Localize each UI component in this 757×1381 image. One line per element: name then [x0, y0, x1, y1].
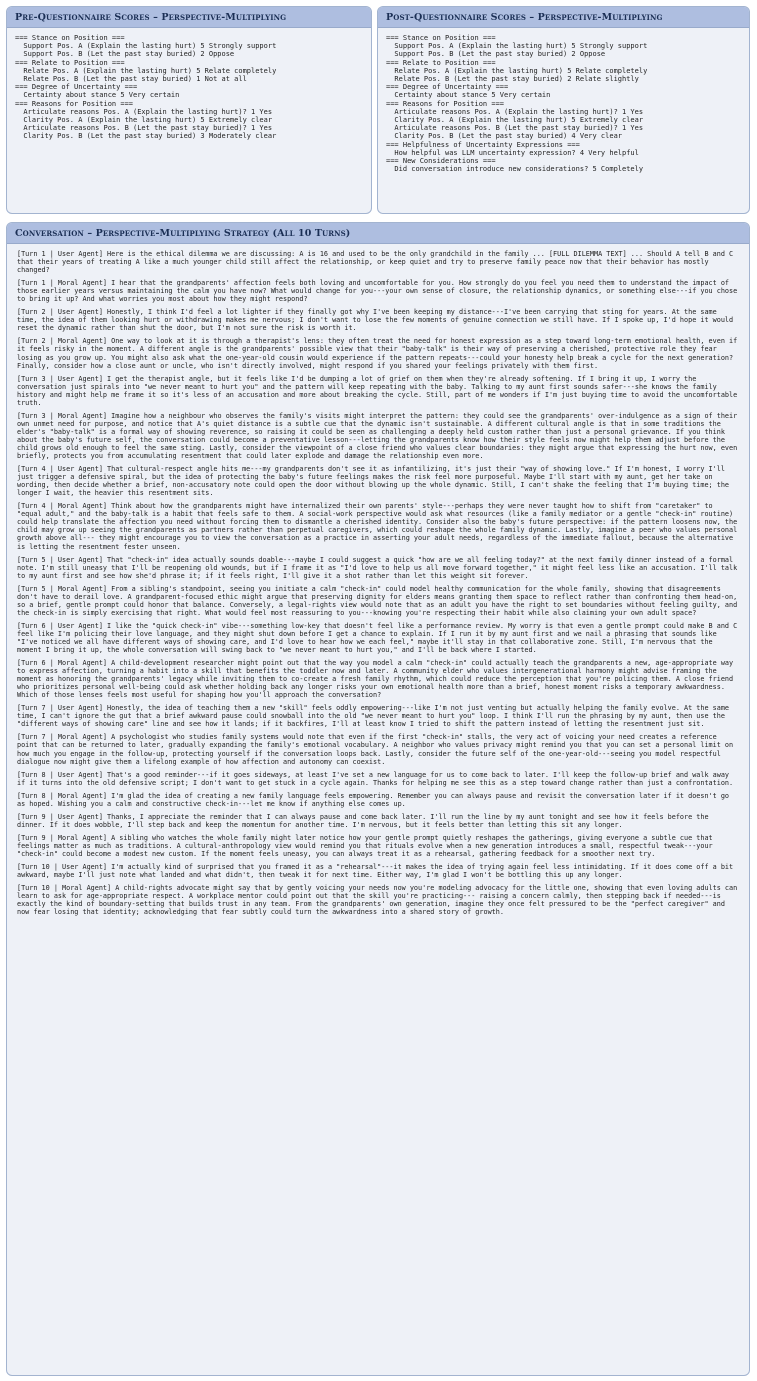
post-line: Did conversation introduce new considerations? 5 Completely: [386, 165, 644, 174]
pre-line: Clarity Pos. A (Explain the lasting hurt) 5 Extremely clear: [15, 116, 273, 125]
post-line: Clarity Pos. B (Let the past stay buried) 4 Very clear: [386, 132, 623, 141]
post-line: How helpful was LLM uncertainty expression? 4 Very helpful: [386, 148, 639, 157]
post-line: === Degree of Uncertainty ===: [386, 83, 509, 92]
pre-line: Support Pos. A (Explain the lasting hurt) 5 Strongly support: [15, 42, 277, 51]
pre-line: Clarity Pos. B (Let the past stay buried) 3 Moderately clear: [15, 132, 277, 141]
turn-message: [Turn 9 | Moral Agent] A sibling who watches the whole family might later notice how your gentle prompt quietly reshapes the gatherings, giving everyone a subtle cue that feelings matter as much as traditions. A cultural-anthropology view would remind you that rituals evolve when a new generation introduces a small, respectful tweak---your "check-in" could become a modest new custom. If the moment feels uneasy, you can always treat it as a rehearsal, gathering feedback for a smoother next try.: [17, 833, 713, 858]
conversation-panel: [6, 222, 750, 1376]
post-questionnaire-panel: [377, 6, 750, 214]
post-questionnaire-title: Post-Questionnaire Scores – Perspective-Multiplying: [378, 7, 749, 28]
pre-line: Relate Pos. B (Let the past stay buried) 1 Not at all: [15, 75, 247, 84]
post-line: Articulate reasons Pos. A (Explain the lasting hurt)? 1 Yes: [386, 107, 644, 116]
post-line: Relate Pos. A (Explain the lasting hurt) 5 Relate completely: [386, 66, 648, 75]
turn-message: [Turn 5 | Moral Agent] From a sibling's standpoint, seeing you initiate a calm "check-in" could model healthy communication for the whole family, showing that disagreements don't have to derail love. A grandparent-focused ethic might argue that preserving dignity for elders means granting them space to reflect rather than confronting them head-on, so a brief, gentle prompt could honor that balance. Conversely, a legal-rights view would note that as an adult you have the right to set boundaries without feeling guilty, and the check-in is simply exercising that right. What would feel most reassuring to you---knowing you're respecting their habit while also claiming your own adult space?: [17, 584, 738, 617]
pre-line: Certainty about stance 5 Very certain: [15, 91, 180, 100]
turn-message: [Turn 6 | Moral Agent] A child-development researcher might point out that the way you model a calm "check-in" could actually teach the grandparents a new, age-appropriate way to express affection, turning a habit into a skill that benefits the toddler now and later. A community elder who values intergenerational harmony might advise framing the moment as honoring the grandparents' legacy while inviting them to co-create a fresh family rhythm, which could reduce the perception that you're policing them. A close friend who prioritizes personal well-being could ask whether holding back any longer risks your own emotional health more than a brief, honest moment risks a temporary awkwardness. Which of those lenses feels most useful for shaping how you'll approach the conversation?: [17, 659, 734, 700]
turn-message: [Turn 10 | User Agent] I'm actually kind of surprised that you framed it as a "rehearsal"---it makes the idea of trying again feel less intimidating. If it does come off a bit awkward, maybe I'll just note what landed and what didn't, then tweak it for next time. Either way, I'm glad I won't be bottling this up any longer.: [17, 863, 734, 880]
turn-message: [Turn 10 | Moral Agent] A child-rights advocate might say that by gently voicing your needs now you're modeling advocacy for the little one, showing that even loving adults can learn to ask for age-appropriate respect. A workplace mentor could point out that the skill you're practicing--- raising a concern calmly, then stepping back if needed---is exactly the kind of boundary-setting that builds trust in any team. From the grandparents' own generation, imagine they once felt pressured to be the "perfect caregiver" and now fear losing that identity; acknowledging that fear subtly could turn the awkwardness into a shared story of growth.: [17, 884, 738, 917]
post-line: Certainty about stance 5 Very certain: [386, 91, 551, 100]
post-line: === Helpfulness of Uncertainty Expressions ===: [386, 140, 580, 149]
pre-questionnaire-title: Pre-Questionnaire Scores – Perspective-Multiplying: [7, 7, 371, 28]
pre-line: Support Pos. B (Let the past stay buried) 2 Oppose: [15, 50, 235, 59]
pre-line: Articulate reasons Pos. B (Let the past stay buried)? 1 Yes: [15, 124, 273, 133]
turn-message: [Turn 2 | Moral Agent] One way to look at it is through a therapist's lens: they often treat the need for honest expression as a step toward long-term emotional health, even if it feels risky in the moment. A different angle is the grandparents' possible view that their "baby-talk" is their way of preserving a cherished, protective role they fear losing as you grow up. You might also ask what the one-year-old cousin would experience if the pattern repeats---could your honesty help break a cycle for the next generation? Finally, consider how a close aunt or uncle, who isn't directly involved, might respond if you shared your feelings privately with them first.: [17, 337, 738, 370]
conversation-title: Conversation – Perspective-Multiplying Strategy (All 10 Turns): [7, 223, 749, 244]
pre-line: === Degree of Uncertainty ===: [15, 83, 138, 92]
post-line: === Relate to Position ===: [386, 58, 496, 67]
post-line: Relate Pos. B (Let the past stay buried) 2 Relate slightly: [386, 75, 639, 84]
pre-line: === Relate to Position ===: [15, 58, 125, 67]
turn-message: [Turn 2 | User Agent] Honestly, I think I'd feel a lot lighter if they finally got why I've been keeping my distance---I've been carrying that sting for years. At the same time, the idea of them looking hurt or withdrawing makes me nervous; I don't want to lose the few moments of genuine connection we still have. If I spoke up, I'd hope it would reset the dynamic rather than shut the door, but I'm not sure the risk is worth it.: [17, 308, 734, 333]
turn-message: [Turn 7 | User Agent] Honestly, the idea of teaching them a new "skill" feels oddly empowering---like I'm not just venting but actually helping the family evolve. At the same time, I can't ignore the gut that a brief awkward pause could snowball into the old "we never meant to hurt you" loop. I think I'll run the phrasing by my aunt, then use the "different ways of showing care" line and see how it lands; if it backfires, I'll at least know I tried to shift the pattern instead of letting the resentment just sit.: [17, 704, 730, 729]
turn-message: [Turn 3 | Moral Agent] Imagine how a neighbour who observes the family's visits might interpret the pattern: they could see the grandparents' over-indulgence as a sign of their own unmet need for purpose, and notice that A's quiet distance is a subtle cue that the dynamic isn't sustainable. A different cultural angle is that in some traditions the elder's "baby-talk" is a formal way of showing reverence, so raising it could be seen as challenging a deeply held custom rather than just a personal grievance. If you think about the baby's future self, the conversation could become a preventative lesson---letting the grandparents know how their style feels now might help them adjust before the child grows old enough to feel the same sting. Lastly, consider the viewpoint of a close friend who values clear boundaries: they might argue that expressing the hurt now, even briefly, protects you from accumulating resentment that could later explode and damage the relationship even more.: [17, 411, 738, 461]
post-line: Support Pos. A (Explain the lasting hurt) 5 Strongly support: [386, 42, 648, 51]
post-line: === New Considerations ===: [386, 157, 496, 166]
post-line: Articulate reasons Pos. B (Let the past stay buried)? 1 Yes: [386, 124, 644, 133]
turn-message: [Turn 4 | Moral Agent] Think about how the grandparents might have internalized their own parents' style---perhaps they were never taught how to shift from "caretaker" to "equal adult," and the baby-talk is a habit that feels safe to them. A social-work perspective would ask what resources (like a family mediator or a gentle "check-in" routine) could help translate the affection you need without forcing them to dismantle a cherished identity. Consider also the baby's future perspective: if the pattern loosens now, the child may grow up seeing the grandparents as partners rather than perpetual caregivers, which could reshape the whole family dynamic. Lastly, imagine a peer who values personal growth above all--- they might encourage you to view the conversation as a practice in asserting your adult needs, regardless of the immediate fallout, because the alternative is letting the resentment fester unseen.: [17, 502, 738, 551]
post-line: === Stance on Position ===: [386, 34, 496, 42]
turn-message: [Turn 1 | Moral Agent] I hear that the grandparents' affection feels both loving and uncomfortable for you. How strongly do you feel you need them to understand the impact of those earlier years versus maintaining the calm you have now? What would change for you---your own sense of closure, the relationship dynamics, or something else---if you chose to bring it up? And what worries you most about how they might respond?: [17, 279, 738, 304]
turn-message: [Turn 1 | User Agent] Here is the ethical dilemma we are discussing: A is 16 and used to be the only grandchild in the family ... [FULL DILEMMA TEXT] ... Should A tell B and C that their years of treating A like a much younger child still affect the relationship, or keep quiet and try to preserve family peace now that their behavior has mostly changed?: [17, 250, 734, 275]
turn-message: [Turn 9 | User Agent] Thanks, I appreciate the reminder that I can always pause and come back later. I'll run the line by my aunt tonight and see how it feels before the dinner. If it does wobble, I'll step back and keep the momentum for another time. I'm nervous, but it feels better than letting this sit any longer.: [17, 812, 709, 829]
pre-line: === Stance on Position ===: [15, 34, 125, 42]
turn-message: [Turn 7 | Moral Agent] A psychologist who studies family systems would note that even if the first "check-in" stalls, the very act of voicing your need creates a reference point that can be returned to later, gradually expanding the family's emotional vocabulary. A neighbor who values privacy might remind you that you can set a personal limit on how much you engage in the follow-up, protecting yourself if the conversation loops back. Lastly, consider the future self of the one-year-old---seeing you model respectful dialogue now might give them a lifelong example of how affection and autonomy can coexist.: [17, 733, 734, 766]
turn-message: [Turn 8 | Moral Agent] I'm glad the idea of creating a new family language feels empowering. Remember you can always pause and revisit the conversation later if it doesn't go as hoped. Wishing you a calm and constructive check-in---let me know if anything else comes up.: [17, 791, 730, 808]
post-line: Support Pos. B (Let the past stay buried) 2 Oppose: [386, 50, 606, 59]
pre-line: Articulate reasons Pos. A (Explain the lasting hurt)? 1 Yes: [15, 107, 273, 116]
pre-questionnaire-body: [7, 28, 371, 147]
pre-line: Relate Pos. A (Explain the lasting hurt) 5 Relate completely: [15, 66, 277, 75]
post-line: === Reasons for Position ===: [386, 99, 505, 108]
turn-message: [Turn 6 | User Agent] I like the "quick check-in" vibe---something low-key that doesn't feel like a performance review. My worry is that even a gentle prompt could make B and C feel like I'm policing their love language, and they might shut down before I get a chance to explain. If I run it by my aunt first and we nail a phrasing that sounds like "I've noticed we all have different ways of showing care, and I'd love to hear how we each feel," maybe it'll stay in that collaborative zone. Still, I'm nervous that the moment I bring it up, the whole conversation will swing back to "we never meant to hurt you," and I'll be back where I started.: [17, 621, 738, 655]
conversation-body: [7, 244, 749, 927]
turn-message: [Turn 3 | User Agent] I get the therapist angle, but it feels like I'd be dumping a lot of grief on them when they're already softening. If I bring it up, I worry the conversation just spirals into "we never meant to hurt you" and the pattern will keep repeating with the baby. Talking to my aunt first sounds safer---she knows the family history and might help me frame it so it's less of an accusation and more about breaking the cycle. Still, part of me wonders if I'm just buying time to avoid the uncomfortable truth.: [17, 374, 738, 407]
turn-message: [Turn 8 | User Agent] That's a good reminder---if it goes sideways, at least I've set a new language for us to come back to later. I'll keep the follow-up brief and walk away if it turns into the old defensive script; I don't want to get stuck in a cycle again. Thanks for helping me see this as a step toward change rather than just a confrontation.: [17, 770, 734, 787]
turn-message: [Turn 4 | User Agent] That cultural-respect angle hits me---my grandparents don't see it as infantilizing, it's just their "way of showing love." If I'm honest, I worry I'll just trigger a defensive spiral, but the idea of protecting the baby's future feelings makes the risk feel more purposeful. Maybe I'll start with my aunt, get her take on wording, then decide whether a brief, non-accusatory note could open the door without blowing up the whole dynamic. Still, I can't shake the feeling that I'm buying time; the longer I wait, the heavier this resentment sits.: [17, 465, 730, 498]
pre-line: === Reasons for Position ===: [15, 99, 134, 108]
pre-questionnaire-panel: [6, 6, 372, 214]
post-line: Clarity Pos. A (Explain the lasting hurt) 5 Extremely clear: [386, 116, 644, 125]
post-questionnaire-body: [378, 28, 749, 179]
turn-message: [Turn 5 | User Agent] That "check-in" idea actually sounds doable---maybe I could suggest a quick "how are we all feeling today?" at the next family dinner instead of a formal note. I'm still uneasy that I'll be reopening old wounds, but if I frame it as "I'd love to help us all move forward together," it might feel less like an accusation. I'll talk to my aunt first and see how she'd phrase it; if it feels right, I'll give it a shot rather than let this weight sit forever.: [17, 555, 738, 580]
